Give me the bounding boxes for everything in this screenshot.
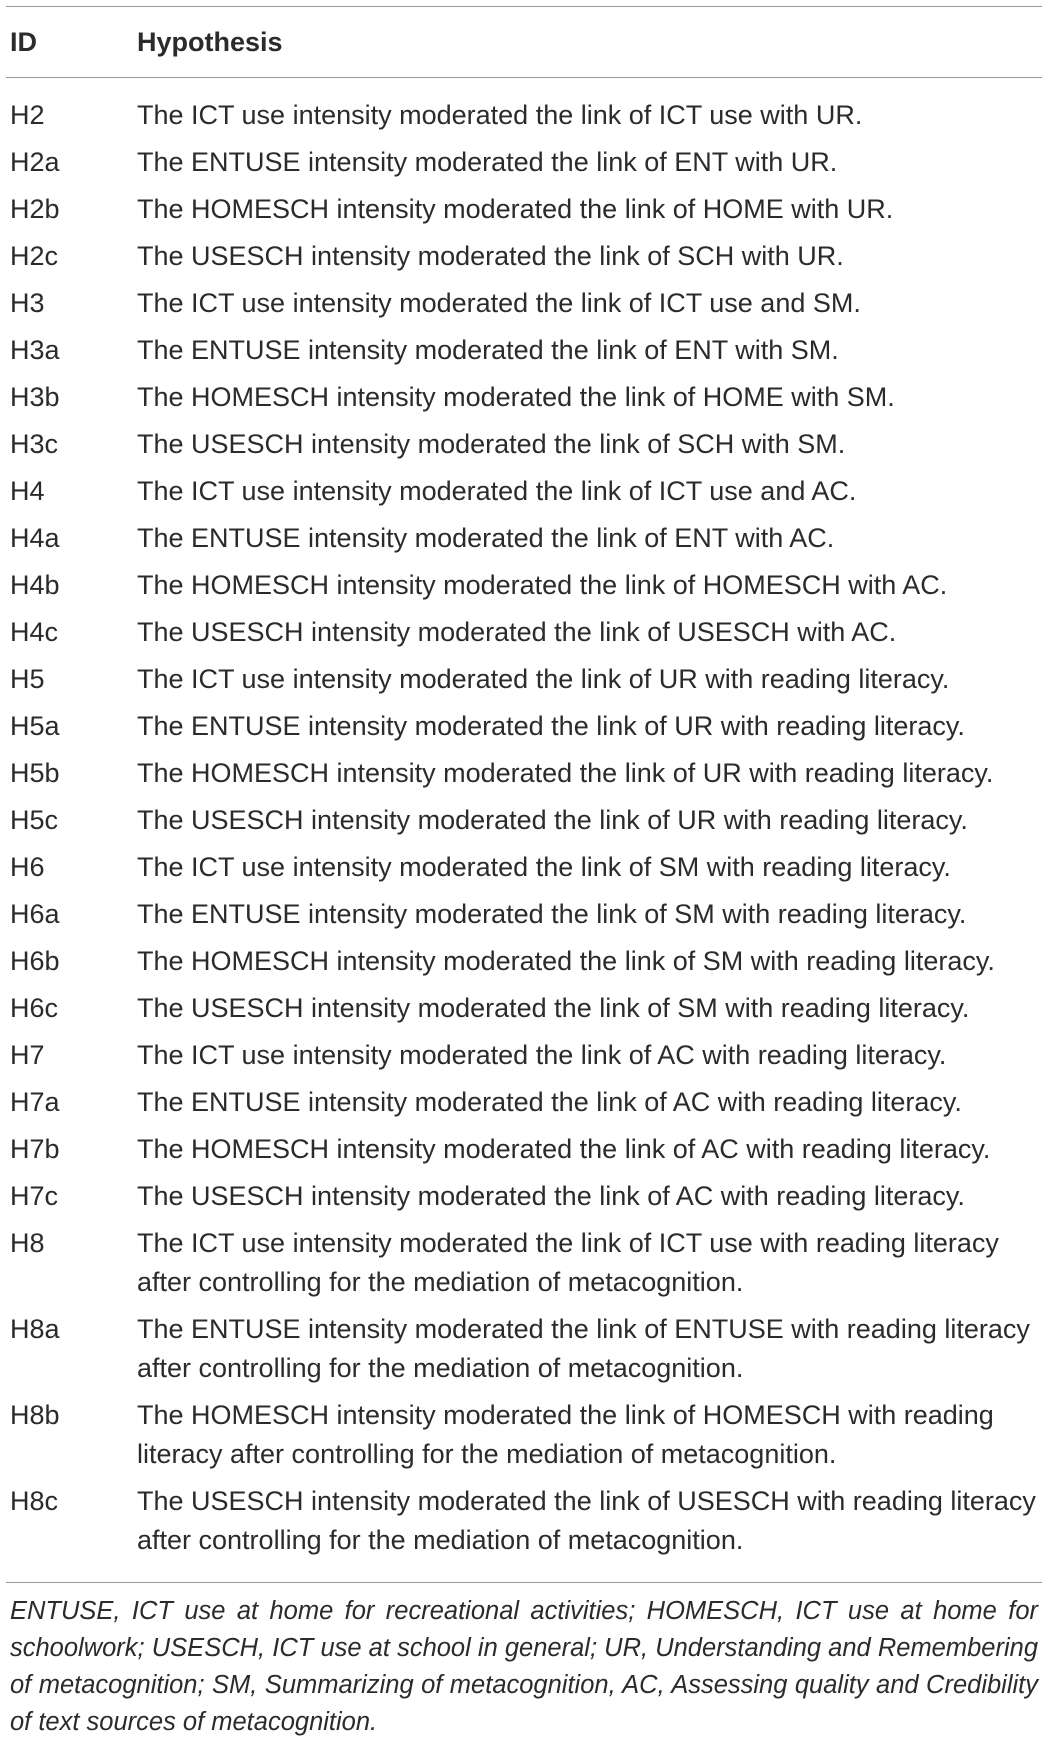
- hypothesis-text: The ICT use intensity moderated the link of AC with reading literacy.: [137, 1040, 947, 1070]
- hypothesis-id: H5a: [10, 711, 60, 741]
- hypothesis-id: H6: [10, 852, 45, 882]
- table-row: [6, 942, 1042, 989]
- hypothesis-id: H7a: [10, 1087, 60, 1117]
- table-row: [6, 472, 1042, 519]
- header-id: ID: [10, 26, 37, 57]
- hypothesis-id: H4b: [10, 570, 60, 600]
- header-hypothesis: Hypothesis: [137, 26, 283, 57]
- table-row: [6, 519, 1042, 566]
- hypothesis-text: The HOMESCH intensity moderated the link of AC with reading literacy.: [137, 1134, 991, 1164]
- table-row: [6, 801, 1042, 848]
- hypothesis-text: The USESCH intensity moderated the link of USESCH with AC.: [137, 617, 897, 647]
- hypothesis-id: H5b: [10, 758, 60, 788]
- hypothesis-text: The ICT use intensity moderated the link of ICT use with reading literacy after controlling for the mediation of metacognition.: [137, 1228, 999, 1297]
- hypothesis-id: H7b: [10, 1134, 60, 1164]
- hypothesis-id: H6b: [10, 946, 60, 976]
- table-row: [6, 1177, 1042, 1224]
- hypothesis-text: The ICT use intensity moderated the link of ICT use with UR.: [137, 100, 863, 130]
- hypothesis-id: H5: [10, 664, 45, 694]
- hypothesis-id: H8c: [10, 1486, 59, 1516]
- table-row: [6, 754, 1042, 801]
- hypothesis-text: The USESCH intensity moderated the link of UR with reading literacy.: [137, 805, 968, 835]
- hypothesis-text: The ENTUSE intensity moderated the link of ENT with SM.: [137, 335, 839, 365]
- hypothesis-text: The ICT use intensity moderated the link of ICT use and SM.: [137, 288, 861, 318]
- hypothesis-id: H2a: [10, 147, 60, 177]
- hypothesis-id: H3a: [10, 335, 60, 365]
- hypothesis-text: The ICT use intensity moderated the link of UR with reading literacy.: [137, 664, 950, 694]
- table-row: [6, 190, 1042, 237]
- hypothesis-id: H7: [10, 1040, 45, 1070]
- table-row: [6, 660, 1042, 707]
- table-row: [6, 1310, 1042, 1396]
- hypothesis-text: The HOMESCH intensity moderated the link of UR with reading literacy.: [137, 758, 994, 788]
- table-row: [6, 1396, 1042, 1482]
- hypothesis-id: H3: [10, 288, 45, 318]
- table-row: [6, 1083, 1042, 1130]
- table-row: [6, 1482, 1042, 1568]
- hypothesis-text: The ENTUSE intensity moderated the link of ENT with AC.: [137, 523, 835, 553]
- table-row: [6, 895, 1042, 942]
- hypothesis-text: The ENTUSE intensity moderated the link of ENTUSE with reading literacy after controlling for the mediation of metacognition.: [137, 1314, 1030, 1383]
- hypothesis-text: The USESCH intensity moderated the link of USESCH with reading literacy after controlling for the mediation of metacognition.: [137, 1486, 1036, 1555]
- table-row: [6, 425, 1042, 472]
- table-row: [6, 1130, 1042, 1177]
- hypothesis-id: H4: [10, 476, 45, 506]
- table-footnote: ENTUSE, ICT use at home for recreational activities; HOMESCH, ICT use at home for schoolwork; USESCH, ICT use at school in general; UR, Understanding and Remembering of metacognition; SM, Summarizing of metacognition, AC, Assessing quality and Credibility of text sources of metacognition.: [10, 1597, 1038, 1736]
- hypothesis-id: H3b: [10, 382, 60, 412]
- hypothesis-id: H7c: [10, 1181, 59, 1211]
- hypothesis-text: The HOMESCH intensity moderated the link of HOMESCH with AC.: [137, 570, 948, 600]
- hypothesis-id: H6c: [10, 993, 59, 1023]
- hypothesis-id: H4c: [10, 617, 59, 647]
- table-row: [6, 566, 1042, 613]
- table-row: [6, 143, 1042, 190]
- hypothesis-text: The ICT use intensity moderated the link of ICT use and AC.: [137, 476, 857, 506]
- hypothesis-table: [6, 6, 1042, 1741]
- table-row: [6, 848, 1042, 895]
- hypothesis-text: The USESCH intensity moderated the link of AC with reading literacy.: [137, 1181, 965, 1211]
- hypothesis-text: The USESCH intensity moderated the link of SCH with UR.: [137, 241, 844, 271]
- table-row: [6, 237, 1042, 284]
- table-row: [6, 378, 1042, 425]
- hypothesis-id: H8b: [10, 1400, 60, 1430]
- table-body: [6, 78, 1042, 1568]
- hypothesis-id: H5c: [10, 805, 59, 835]
- hypothesis-text: The ENTUSE intensity moderated the link of UR with reading literacy.: [137, 711, 965, 741]
- hypothesis-id: H3c: [10, 429, 59, 459]
- hypothesis-id: H8: [10, 1228, 45, 1258]
- table-row: [6, 613, 1042, 660]
- hypothesis-text: The ENTUSE intensity moderated the link of AC with reading literacy.: [137, 1087, 962, 1117]
- hypothesis-text: The HOMESCH intensity moderated the link of SM with reading literacy.: [137, 946, 995, 976]
- table-row: [6, 331, 1042, 378]
- hypothesis-id: H2b: [10, 194, 60, 224]
- hypothesis-id: H4a: [10, 523, 60, 553]
- table-row: [6, 96, 1042, 143]
- hypothesis-text: The USESCH intensity moderated the link of SCH with SM.: [137, 429, 846, 459]
- hypothesis-id: H2: [10, 100, 45, 130]
- table-row: [6, 1036, 1042, 1083]
- hypothesis-text: The HOMESCH intensity moderated the link of HOME with SM.: [137, 382, 895, 412]
- hypothesis-id: H8a: [10, 1314, 60, 1344]
- table-row: [6, 1224, 1042, 1310]
- hypothesis-text: The ICT use intensity moderated the link of SM with reading literacy.: [137, 852, 951, 882]
- hypothesis-text: The USESCH intensity moderated the link of SM with reading literacy.: [137, 993, 970, 1023]
- hypothesis-id: H2c: [10, 241, 59, 271]
- hypothesis-text: The HOMESCH intensity moderated the link of HOME with UR.: [137, 194, 894, 224]
- table-row: [6, 707, 1042, 754]
- hypothesis-id: H6a: [10, 899, 60, 929]
- hypothesis-text: The ENTUSE intensity moderated the link of SM with reading literacy.: [137, 899, 967, 929]
- table-row: [6, 284, 1042, 331]
- table-header: [6, 7, 1042, 77]
- hypothesis-text: The ENTUSE intensity moderated the link of ENT with UR.: [137, 147, 838, 177]
- table-row: [6, 989, 1042, 1036]
- hypothesis-text: The HOMESCH intensity moderated the link of HOMESCH with reading literacy after controlling for the mediation of metacognition.: [137, 1400, 994, 1469]
